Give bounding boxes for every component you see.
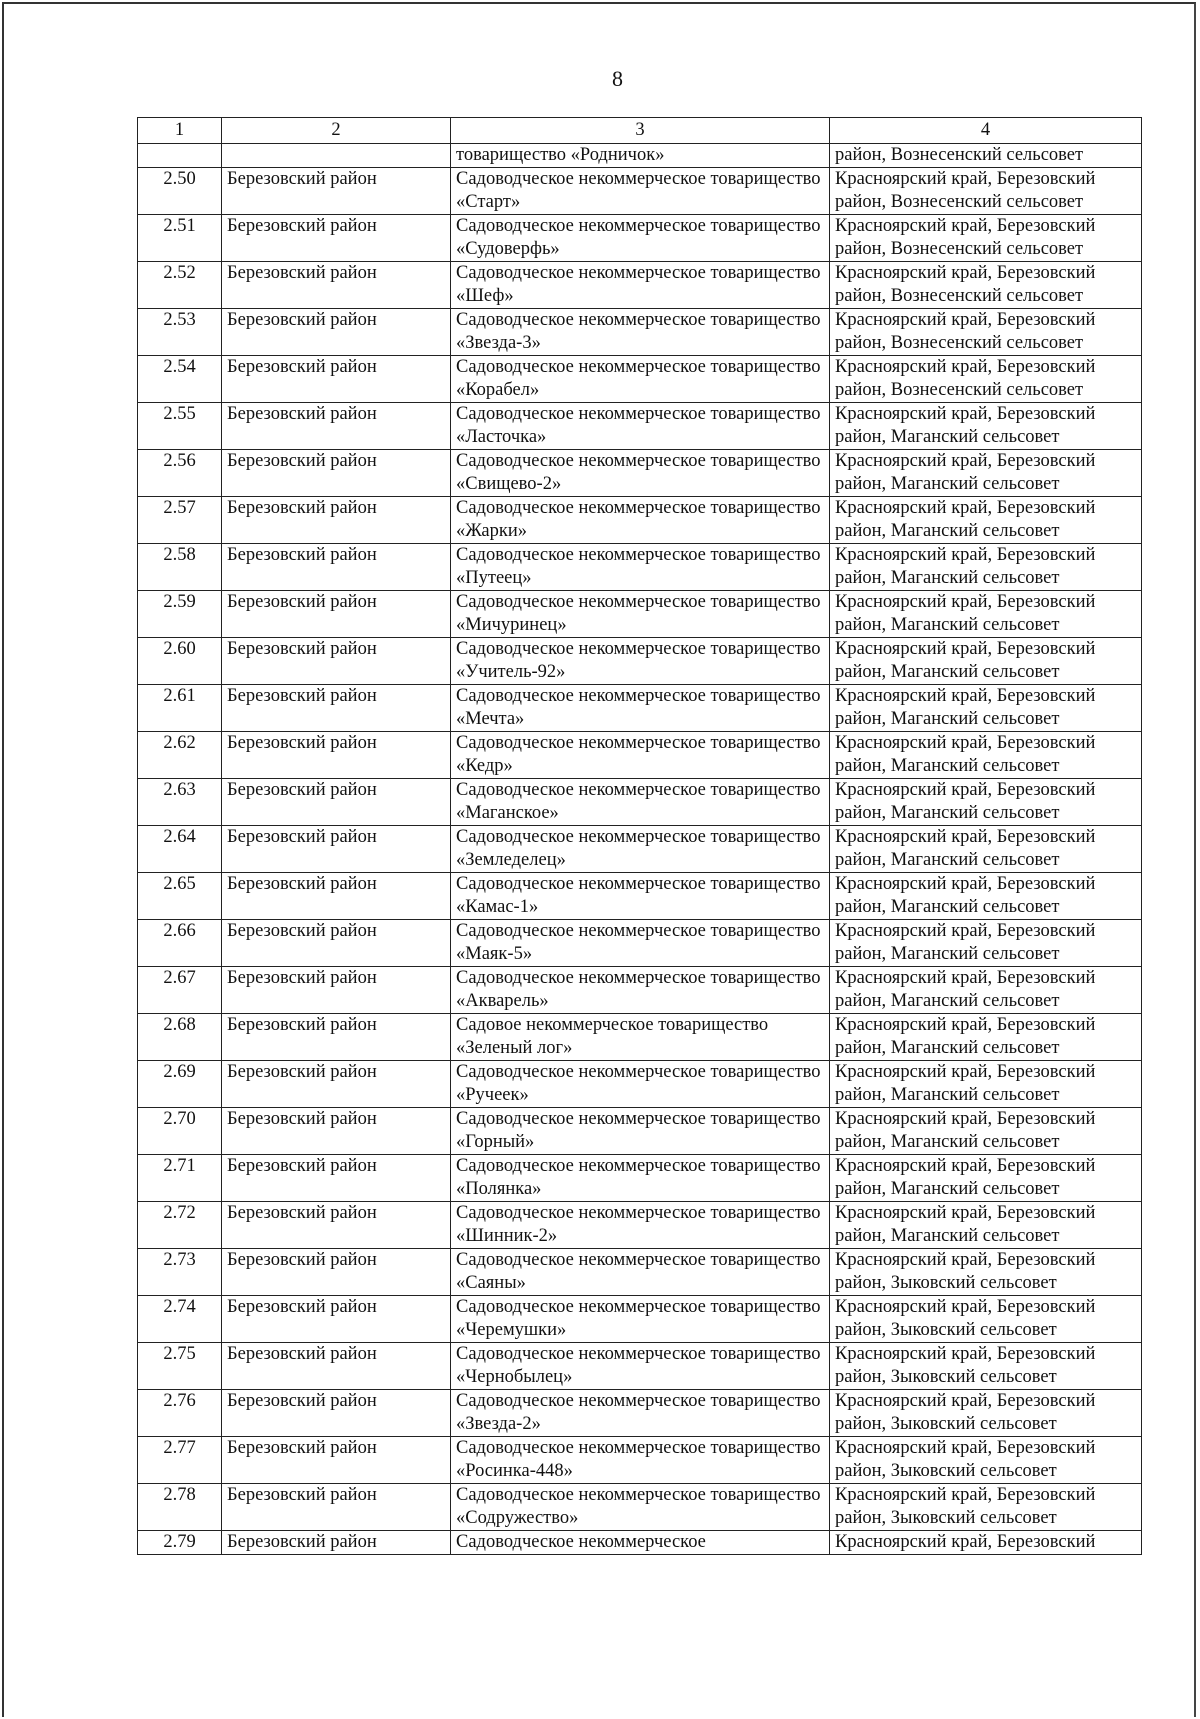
cell-district: Березовский район [222,309,451,356]
table-row [138,685,1142,732]
table-row-partial [138,1531,1142,1555]
cell-name: Садоводческое некоммерческое товарищество «Маяк-5» [451,920,830,967]
cell-name: Садоводческое некоммерческое товарищество «Камас-1» [451,873,830,920]
cell-name: Садоводческое некоммерческое товарищество «Кедр» [451,732,830,779]
cell-location: Красноярский край, Березовский район, Маганский сельсовет [830,544,1142,591]
cell-num: 2.68 [138,1014,222,1061]
cell-location: Красноярский край, Березовский район, Маганский сельсовет [830,779,1142,826]
cell-num: 2.78 [138,1484,222,1531]
cell-district: Березовский район [222,591,451,638]
cell-num: 2.51 [138,215,222,262]
cell-location: Красноярский край, Березовский район, Маганский сельсовет [830,1014,1142,1061]
cell-num: 2.56 [138,450,222,497]
cell-location: Красноярский край, Березовский район, Вознесенский сельсовет [830,215,1142,262]
cell-num: 2.57 [138,497,222,544]
cell-location: Красноярский край, Березовский район, Маганский сельсовет [830,732,1142,779]
page-number: 8 [612,66,623,91]
cell-location: Красноярский край, Березовский район, Маганский сельсовет [830,920,1142,967]
cell-name: Садоводческое некоммерческое товарищество «Старт» [451,168,830,215]
cell-district: Березовский район [222,1484,451,1531]
table-row [138,920,1142,967]
cell-location: Красноярский край, Березовский [830,1531,1142,1555]
cell-name: Садоводческое некоммерческое товарищество «Акварель» [451,967,830,1014]
cell-district: Березовский район [222,1108,451,1155]
table-row [138,826,1142,873]
cell-num: 2.65 [138,873,222,920]
cell-location: Красноярский край, Березовский район, Зыковский сельсовет [830,1437,1142,1484]
cell-district: Березовский район [222,1437,451,1484]
continuation-row [138,144,1142,168]
cell-num: 2.54 [138,356,222,403]
cell-location: Красноярский край, Березовский район, Маганский сельсовет [830,403,1142,450]
cell-name: Садоводческое некоммерческое товарищество «Маганское» [451,779,830,826]
cell-name: Садоводческое некоммерческое товарищество «Мечта» [451,685,830,732]
cell-location: Красноярский край, Березовский район, Маганский сельсовет [830,450,1142,497]
cell-district: Березовский район [222,1390,451,1437]
cell-district: Березовский район [222,1202,451,1249]
table-row [138,1061,1142,1108]
cell-name: Садоводческое некоммерческое [451,1531,830,1555]
cell-name: Садоводческое некоммерческое товарищество «Горный» [451,1108,830,1155]
cell-name: Садоводческое некоммерческое товарищество «Путеец» [451,544,830,591]
cell-name: Садоводческое некоммерческое товарищество «Жарки» [451,497,830,544]
cell-district: Березовский район [222,497,451,544]
cell-location: Красноярский край, Березовский район, Зыковский сельсовет [830,1390,1142,1437]
cell-district: Березовский район [222,450,451,497]
header-cell-3: 3 [451,118,830,144]
table-row [138,1296,1142,1343]
cell-district: Березовский район [222,262,451,309]
cell-location: Красноярский край, Березовский район, Зыковский сельсовет [830,1249,1142,1296]
cell-num: 2.59 [138,591,222,638]
table-row [138,215,1142,262]
cell-location: Красноярский край, Березовский район, Маганский сельсовет [830,591,1142,638]
cell-num: 2.62 [138,732,222,779]
cell-num: 2.50 [138,168,222,215]
cell-name: Садоводческое некоммерческое товарищество «Ручеек» [451,1061,830,1108]
cell-name: Садоводческое некоммерческое товарищество «Полянка» [451,1155,830,1202]
cell-location: Красноярский край, Березовский район, Маганский сельсовет [830,1061,1142,1108]
cell-num: 2.70 [138,1108,222,1155]
cell-num: 2.53 [138,309,222,356]
cell-name: Садоводческое некоммерческое товарищество «Шинник-2» [451,1202,830,1249]
table-row [138,1014,1142,1061]
table-header-row [138,118,1142,144]
cell-num: 2.77 [138,1437,222,1484]
cell-num: 2.58 [138,544,222,591]
table-row [138,168,1142,215]
cell-num: 2.69 [138,1061,222,1108]
cell-district: Березовский район [222,215,451,262]
cell-location: Красноярский край, Березовский район, Маганский сельсовет [830,497,1142,544]
cell-num: 2.75 [138,1343,222,1390]
cell-name: товарищество «Родничок» [451,144,830,168]
cell-num: 2.72 [138,1202,222,1249]
cell-location: Красноярский край, Березовский район, Маганский сельсовет [830,638,1142,685]
cell-location: Красноярский край, Березовский район, Маганский сельсовет [830,873,1142,920]
cell-name: Садоводческое некоммерческое товарищество «Саяны» [451,1249,830,1296]
cell-name: Садоводческое некоммерческое товарищество «Содружество» [451,1484,830,1531]
table-row [138,1343,1142,1390]
table-row [138,1108,1142,1155]
table-row [138,497,1142,544]
cell-name: Садоводческое некоммерческое товарищество «Росинка-448» [451,1437,830,1484]
cell-location: Красноярский край, Березовский район, Зыковский сельсовет [830,1484,1142,1531]
table-row [138,1437,1142,1484]
cell-name: Садоводческое некоммерческое товарищество «Учитель-92» [451,638,830,685]
cell-district: Березовский район [222,1531,451,1555]
cell-num: 2.55 [138,403,222,450]
cell-num: 2.76 [138,1390,222,1437]
table-row [138,544,1142,591]
cell-location: Красноярский край, Березовский район, Маганский сельсовет [830,1155,1142,1202]
cell-location: Красноярский край, Березовский район, Маганский сельсовет [830,967,1142,1014]
table-row [138,1155,1142,1202]
table-row [138,309,1142,356]
cell-location: Красноярский край, Березовский район, Зыковский сельсовет [830,1343,1142,1390]
cell-name: Садоводческое некоммерческое товарищество «Звезда-3» [451,309,830,356]
cell-num: 2.52 [138,262,222,309]
cell-district: Березовский район [222,544,451,591]
cell-location: Красноярский край, Березовский район, Маганский сельсовет [830,826,1142,873]
table-row [138,873,1142,920]
cell-district: Березовский район [222,732,451,779]
cell-district: Березовский район [222,873,451,920]
cell-num: 2.64 [138,826,222,873]
cell-name: Садоводческое некоммерческое товарищество «Земледелец» [451,826,830,873]
cell-district: Березовский район [222,1061,451,1108]
cell-district: Березовский район [222,967,451,1014]
cell-location: Красноярский край, Березовский район, Зыковский сельсовет [830,1296,1142,1343]
cell-district: Березовский район [222,638,451,685]
cell-district: Березовский район [222,1343,451,1390]
header-cell-2: 2 [222,118,451,144]
cell-name: Садоводческое некоммерческое товарищество «Чернобылец» [451,1343,830,1390]
cell-name: Садоводческое некоммерческое товарищество «Корабел» [451,356,830,403]
cell-district: Березовский район [222,1296,451,1343]
cell-num: 2.63 [138,779,222,826]
cell-district: Березовский район [222,168,451,215]
registry-table [137,117,1142,1555]
cell-district: Березовский район [222,826,451,873]
table-row [138,262,1142,309]
cell-location: район, Вознесенский сельсовет [830,144,1142,168]
table-row [138,638,1142,685]
cell-district: Березовский район [222,356,451,403]
cell-district [222,144,451,168]
table-row [138,403,1142,450]
cell-location: Красноярский край, Березовский район, Вознесенский сельсовет [830,309,1142,356]
cell-location: Красноярский край, Березовский район, Маганский сельсовет [830,1108,1142,1155]
cell-num: 2.67 [138,967,222,1014]
cell-name: Садоводческое некоммерческое товарищество «Мичуринец» [451,591,830,638]
cell-location: Красноярский край, Березовский район, Вознесенский сельсовет [830,168,1142,215]
table-row [138,967,1142,1014]
cell-location: Красноярский край, Березовский район, Вознесенский сельсовет [830,262,1142,309]
cell-district: Березовский район [222,1014,451,1061]
table-row [138,1390,1142,1437]
cell-num: 2.73 [138,1249,222,1296]
table-row [138,591,1142,638]
cell-name: Садоводческое некоммерческое товарищество «Судоверфь» [451,215,830,262]
table-row [138,1249,1142,1296]
cell-location: Красноярский край, Березовский район, Маганский сельсовет [830,685,1142,732]
cell-num: 2.60 [138,638,222,685]
cell-district: Березовский район [222,779,451,826]
table-row [138,779,1142,826]
cell-num: 2.79 [138,1531,222,1555]
cell-location: Красноярский край, Березовский район, Маганский сельсовет [830,1202,1142,1249]
table-row [138,732,1142,779]
cell-district: Березовский район [222,920,451,967]
cell-name: Садоводческое некоммерческое товарищество «Черемушки» [451,1296,830,1343]
cell-num: 2.74 [138,1296,222,1343]
cell-num: 2.71 [138,1155,222,1202]
header-cell-1: 1 [138,118,222,144]
table-body [138,118,1142,1555]
table-row [138,1484,1142,1531]
cell-location: Красноярский край, Березовский район, Вознесенский сельсовет [830,356,1142,403]
cell-name: Садоводческое некоммерческое товарищество «Шеф» [451,262,830,309]
cell-name: Садоводческое некоммерческое товарищество «Звезда-2» [451,1390,830,1437]
cell-num [138,144,222,168]
cell-num: 2.61 [138,685,222,732]
table-row [138,356,1142,403]
cell-district: Березовский район [222,1155,451,1202]
cell-district: Березовский район [222,1249,451,1296]
table-row [138,1202,1142,1249]
header-cell-4: 4 [830,118,1142,144]
cell-name: Садоводческое некоммерческое товарищество «Свищево-2» [451,450,830,497]
cell-district: Березовский район [222,685,451,732]
table-row [138,450,1142,497]
cell-name: Садовое некоммерческое товарищество «Зеленый лог» [451,1014,830,1061]
cell-name: Садоводческое некоммерческое товарищество «Ласточка» [451,403,830,450]
cell-district: Березовский район [222,403,451,450]
cell-num: 2.66 [138,920,222,967]
